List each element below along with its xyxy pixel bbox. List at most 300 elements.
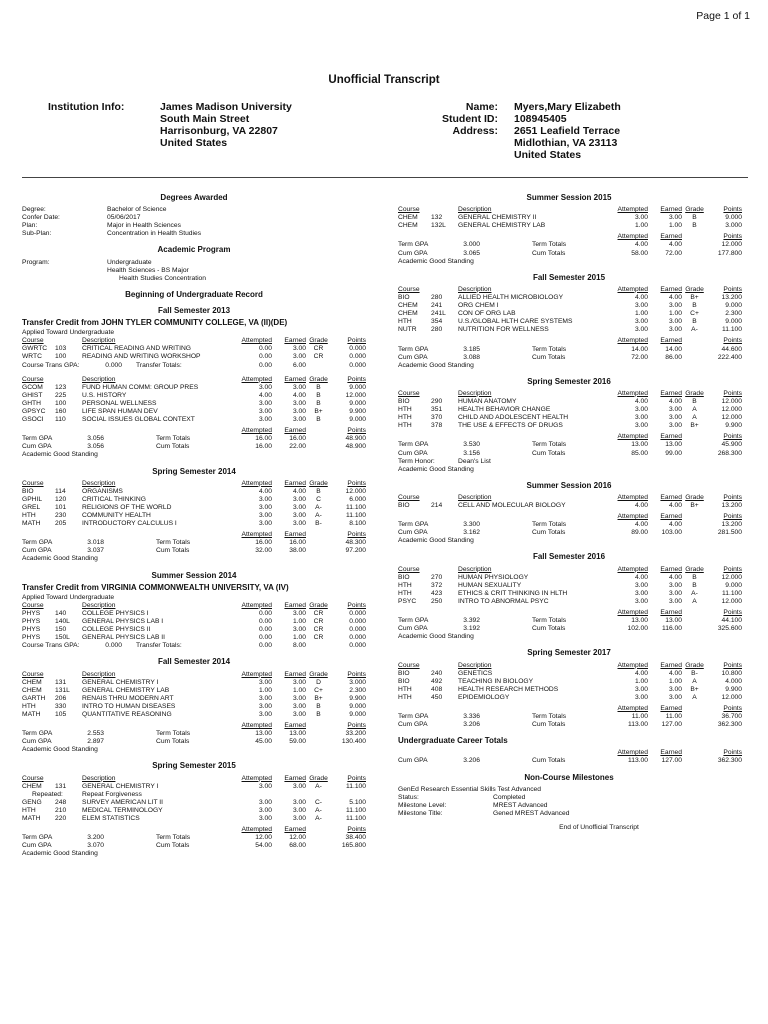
course-attempted: 3.00 xyxy=(258,678,272,686)
term-section xyxy=(398,553,740,641)
course-row xyxy=(22,504,366,512)
term-section xyxy=(398,378,740,474)
course-points: 0.000 xyxy=(349,626,366,634)
column-header-points: Points xyxy=(723,389,742,397)
term-section xyxy=(398,482,740,546)
term-gpa-value xyxy=(458,521,608,529)
term-gpa-row xyxy=(22,834,366,842)
column-header-grade: Grade xyxy=(685,565,704,573)
course-earned: 4.00 xyxy=(668,502,682,509)
degree-row xyxy=(22,230,366,238)
course-attempted: 3.00 xyxy=(634,589,648,597)
course-attempted: 4.00 xyxy=(634,397,648,405)
course-number: 132L xyxy=(431,222,446,230)
course-earned: 1.00 xyxy=(668,310,682,318)
column-header-earned: Earned xyxy=(660,433,682,441)
spacer xyxy=(306,427,331,435)
term-totals-label: Term Totals xyxy=(532,521,567,529)
course-attempted: 3.00 xyxy=(634,214,648,222)
degree-label: Plan: xyxy=(22,222,38,230)
spacer xyxy=(398,513,608,521)
course-grade: C- xyxy=(314,798,323,806)
totals-header-row xyxy=(398,433,742,441)
course-subject: BIO xyxy=(398,677,410,685)
course-grade: B+ xyxy=(314,694,323,702)
degree-label: Confer Date: xyxy=(22,214,60,222)
transfer-attempted: 0.00 xyxy=(258,361,272,369)
course-subject: GPSYC xyxy=(22,407,46,415)
degrees-table xyxy=(22,206,366,238)
course-number: 220 xyxy=(55,815,67,822)
degree-value: Bachelor of Science xyxy=(107,206,167,214)
degree-value: Major in Health Sciences xyxy=(107,222,181,230)
course-subject: MATH xyxy=(22,815,41,822)
course-attempted: 3.00 xyxy=(634,685,648,693)
spacer xyxy=(22,427,232,435)
term-points: 33.200 xyxy=(345,730,366,738)
column-header-course: Course xyxy=(398,493,420,501)
course-points: 9.000 xyxy=(725,302,742,310)
course-attempted: 3.00 xyxy=(258,503,272,511)
course-earned: 3.00 xyxy=(292,710,306,718)
course-attempted: 3.00 xyxy=(258,694,272,702)
degree-label: Degree: xyxy=(22,206,46,214)
cum-earned: 22.00 xyxy=(289,443,306,451)
transfer-points: 0.000 xyxy=(349,642,366,650)
course-grade: A xyxy=(692,414,697,422)
course-grade: A xyxy=(692,693,697,701)
course-subject: CHEM xyxy=(398,302,418,310)
course-number: 280 xyxy=(431,326,443,334)
column-header-grade: Grade xyxy=(685,493,704,501)
course-description: GENERAL CHEMISTRY II xyxy=(458,214,537,222)
course-subject: CHEM xyxy=(22,686,42,694)
course-number: 150 xyxy=(55,626,67,634)
course-row xyxy=(22,353,366,361)
cum-gpa-number: 3.156 xyxy=(463,449,480,457)
milestone-row xyxy=(398,810,740,818)
column-header-earned: Earned xyxy=(660,661,682,669)
column-header-points: Points xyxy=(723,749,742,757)
column-header-attempted: Attempted xyxy=(241,670,272,678)
transfer-totals-label: Transfer Totals: xyxy=(136,642,182,650)
term-honor-row xyxy=(398,458,742,466)
course-earned: 3.00 xyxy=(668,597,682,605)
column-header-earned: Earned xyxy=(660,389,682,397)
totals-header-row xyxy=(398,705,742,713)
milestone-value: Gened MREST Advanced xyxy=(493,809,570,817)
term-earned: 16.00 xyxy=(289,435,306,443)
course-row xyxy=(22,703,366,711)
cum-gpa-label: Cum GPA xyxy=(22,547,52,555)
course-points: 9.000 xyxy=(725,581,742,589)
student-info xyxy=(514,101,621,161)
column-header-description: Description xyxy=(82,774,116,782)
course-description: INTRODUCTORY CALCULUS I xyxy=(82,520,177,528)
transfer-gpa-cell xyxy=(82,642,232,650)
column-header-description: Description xyxy=(82,670,116,678)
course-description: GENERAL PHYSICS LAB II xyxy=(82,634,166,642)
column-header-attempted: Attempted xyxy=(617,565,648,573)
course-row xyxy=(398,310,742,318)
transfer-gpa-row xyxy=(22,362,366,370)
term-points: 48.300 xyxy=(345,539,366,547)
column-header-course: Course xyxy=(22,375,44,383)
column-header-attempted: Attempted xyxy=(241,337,272,345)
course-grade: B xyxy=(692,573,697,581)
course-description: GENERAL CHEMISTRY I xyxy=(82,678,159,686)
column-header-points: Points xyxy=(347,427,366,435)
transfer-earned: 8.00 xyxy=(292,642,306,650)
spacer xyxy=(398,749,608,757)
cum-gpa-row xyxy=(398,529,742,537)
course-points: 9.000 xyxy=(349,399,366,407)
course-description: ETHICS & CRIT THINKING IN HLTH xyxy=(458,589,568,597)
column-header-description: Description xyxy=(458,565,492,573)
term-honor-label: Term Honor: xyxy=(398,457,435,465)
course-number: 225 xyxy=(55,391,67,399)
student-labels xyxy=(442,101,498,137)
course-grade: A- xyxy=(691,326,698,334)
course-attempted: 3.00 xyxy=(258,815,272,822)
course-earned: 3.00 xyxy=(668,302,682,310)
course-attempted: 1.00 xyxy=(634,310,648,318)
transfer-gpa-label: Course Trans GPA: xyxy=(22,642,80,650)
address-label: Address: xyxy=(452,125,498,137)
totals-header-row xyxy=(22,531,366,539)
spacer xyxy=(682,513,707,521)
course-row xyxy=(398,318,742,326)
program-value: Undergraduate xyxy=(107,258,152,266)
column-header-course: Course xyxy=(398,661,420,669)
right-column xyxy=(398,186,740,832)
institution-street: South Main Street xyxy=(160,113,250,125)
course-subject: GARTH xyxy=(22,694,46,702)
course-description: GENERAL CHEMISTRY LAB xyxy=(458,222,546,230)
cum-gpa-row xyxy=(398,354,742,362)
totals-table xyxy=(398,233,742,257)
course-points: 11.100 xyxy=(346,806,366,814)
cum-gpa-label: Cum GPA xyxy=(22,738,52,746)
course-subject: PHYS xyxy=(22,609,41,617)
term-gpa-row xyxy=(22,539,366,547)
column-header-row xyxy=(22,376,366,384)
page-number: Page 1 of 1 xyxy=(696,10,750,22)
cum-points: 48.900 xyxy=(345,443,366,451)
course-subject: HTH xyxy=(398,685,412,693)
term-points: 44.600 xyxy=(721,345,742,353)
course-attempted: 3.00 xyxy=(634,597,648,605)
column-header-attempted: Attempted xyxy=(617,609,648,617)
course-number: 140 xyxy=(55,609,67,617)
course-row xyxy=(22,610,366,618)
course-row xyxy=(398,598,742,606)
course-row xyxy=(398,582,742,590)
cum-gpa-value xyxy=(458,450,608,458)
column-header-earned: Earned xyxy=(660,337,682,345)
course-number: 492 xyxy=(431,677,443,685)
academic-standing: Academic Good Standing xyxy=(22,451,98,459)
spacer xyxy=(682,337,707,345)
course-description: SURVEY AMERICAN LIT II xyxy=(82,798,164,806)
course-number: 105 xyxy=(55,710,67,718)
course-number: 240 xyxy=(431,669,443,677)
course-earned: 3.00 xyxy=(292,702,306,710)
course-points xyxy=(331,791,366,799)
cum-attempted: 45.00 xyxy=(255,738,272,746)
course-points: 11.100 xyxy=(346,815,366,822)
totals-table xyxy=(398,513,742,537)
course-description: CELL AND MOLECULAR BIOLOGY xyxy=(458,502,566,509)
course-description: HEALTH BEHAVIOR CHANGE xyxy=(458,406,551,414)
course-description: GENERAL CHEMISTRY I xyxy=(82,782,159,790)
cum-gpa-value xyxy=(82,547,232,555)
column-header-course: Course xyxy=(398,389,420,397)
column-header-attempted: Attempted xyxy=(617,433,648,441)
course-grade: B- xyxy=(691,669,698,677)
course-grade: C+ xyxy=(690,310,699,318)
term-heading: Spring Semester 2015 xyxy=(152,761,236,771)
course-points: 12.000 xyxy=(345,487,366,495)
course-description: MEDICAL TERMINOLOGY xyxy=(82,806,163,814)
cum-gpa-value xyxy=(458,354,608,362)
course-table xyxy=(22,376,366,425)
spacer xyxy=(306,435,331,443)
course-description: HUMAN ANATOMY xyxy=(458,397,517,405)
totals-header-row xyxy=(398,609,742,617)
course-row xyxy=(22,783,366,791)
academic-standing: Academic Good Standing xyxy=(398,361,474,369)
institution-city: Harrisonburg, VA 22807 xyxy=(160,125,278,137)
term-gpa-label: Term GPA xyxy=(398,617,429,625)
course-table xyxy=(22,671,366,720)
course-row xyxy=(398,502,742,510)
course-number: 205 xyxy=(55,520,67,528)
totals-table xyxy=(22,826,366,850)
course-earned: 4.00 xyxy=(668,397,682,405)
course-grade: A xyxy=(692,677,697,685)
column-header-points: Points xyxy=(723,493,742,501)
column-header-description: Description xyxy=(82,375,116,383)
course-earned: 3.00 xyxy=(292,806,306,814)
course-number: 100 xyxy=(55,399,67,407)
transfer-title: Transfer Credit from JOHN TYLER COMMUNITY COLLEGE, VA (II)(DE) xyxy=(22,318,288,328)
course-points: 12.000 xyxy=(345,391,366,399)
term-totals-label: Term Totals xyxy=(532,713,567,721)
course-grade: B xyxy=(692,318,697,326)
course-grade: CR xyxy=(313,353,324,361)
course-earned: 4.00 xyxy=(668,293,682,301)
course-grade: CR xyxy=(313,609,324,617)
cum-points: 362.300 xyxy=(717,721,742,729)
term-gpa-label: Term GPA xyxy=(22,834,53,842)
transfer-earned: 6.00 xyxy=(292,361,306,369)
course-subject: GREL xyxy=(22,503,41,511)
degree-row xyxy=(22,222,366,230)
course-number: 250 xyxy=(431,597,443,605)
end-of-transcript: End of Unofficial Transcript xyxy=(559,824,639,831)
course-number: 140L xyxy=(55,618,70,626)
column-header-description: Description xyxy=(458,661,492,669)
column-header-attempted: Attempted xyxy=(617,233,648,241)
course-row xyxy=(22,392,366,400)
cum-totals-label: Cum Totals xyxy=(156,547,190,555)
term-section xyxy=(398,194,740,266)
course-description: COMMUNITY HEALTH xyxy=(82,512,151,519)
course-description: HUMAN SEXUALITY xyxy=(458,581,522,589)
column-header-row xyxy=(398,494,742,502)
course-attempted xyxy=(232,791,272,799)
course-table xyxy=(398,206,742,230)
spacer xyxy=(682,713,707,721)
spacer xyxy=(682,721,707,729)
term-attempted: 16.00 xyxy=(255,539,272,547)
course-number: 131L xyxy=(55,686,70,694)
cum-points: 325.600 xyxy=(717,625,742,633)
cum-totals-label: Cum Totals xyxy=(532,625,566,633)
course-points: 12.000 xyxy=(721,406,742,414)
institution-name: James Madison University xyxy=(160,101,292,113)
cum-gpa-value xyxy=(458,757,608,765)
column-header-earned: Earned xyxy=(284,375,306,383)
course-earned: 3.00 xyxy=(292,815,306,822)
spacer xyxy=(306,826,331,834)
milestone-label: Milestone Level: xyxy=(398,801,447,809)
column-header-attempted: Attempted xyxy=(241,375,272,383)
course-subject: GCOM xyxy=(22,383,43,391)
course-attempted: 3.00 xyxy=(258,520,272,528)
spacer xyxy=(682,521,707,529)
course-earned: 3.00 xyxy=(292,798,306,806)
course-subject: GSOCI xyxy=(22,416,44,424)
column-header-grade: Grade xyxy=(309,375,328,383)
course-description: CRITICAL THINKING xyxy=(82,495,146,503)
spacer xyxy=(682,241,707,249)
course-attempted: 3.00 xyxy=(258,806,272,814)
cum-gpa-value xyxy=(82,443,232,451)
transfer-gpa: 0.000 xyxy=(105,642,122,650)
career-totals xyxy=(398,749,740,765)
term-gpa-number: 3.200 xyxy=(87,834,104,842)
course-attempted: 3.00 xyxy=(634,302,648,310)
term-heading: Fall Semester 2016 xyxy=(532,552,606,562)
course-grade: B xyxy=(316,487,321,495)
course-grade: B xyxy=(316,416,321,424)
course-number: 370 xyxy=(431,414,443,422)
course-points: 8.100 xyxy=(349,520,366,528)
course-points: 11.100 xyxy=(722,326,742,334)
term-earned: 13.00 xyxy=(665,617,682,625)
term-gpa-label: Term GPA xyxy=(22,435,53,443)
transfer-table xyxy=(22,337,366,369)
column-header-description: Description xyxy=(458,285,492,293)
course-attempted: 3.00 xyxy=(258,512,272,519)
column-header-attempted: Attempted xyxy=(617,704,648,712)
course-grade: B+ xyxy=(314,407,323,415)
milestone-row xyxy=(398,802,740,810)
course-earned: 3.00 xyxy=(292,416,306,424)
course-earned: 3.00 xyxy=(292,782,306,790)
totals-table xyxy=(398,433,742,457)
spacer xyxy=(22,826,232,834)
spacer xyxy=(306,531,331,539)
cum-points: 130.400 xyxy=(341,738,366,746)
course-row xyxy=(398,406,742,414)
term-gpa-number: 3.056 xyxy=(87,435,104,443)
cum-totals-label: Cum Totals xyxy=(532,353,566,361)
course-number: 230 xyxy=(55,512,67,519)
cum-gpa-number: 3.065 xyxy=(463,249,480,257)
course-description: U.S. HISTORY xyxy=(82,391,127,399)
column-header-row xyxy=(398,662,742,670)
degree-value: 05/06/2017 xyxy=(107,214,141,222)
spacer xyxy=(398,433,608,441)
course-number: 214 xyxy=(431,502,443,509)
term-gpa-row xyxy=(398,346,742,354)
column-header-earned: Earned xyxy=(284,427,306,435)
course-points: 0.000 xyxy=(349,609,366,617)
column-header-points: Points xyxy=(723,565,742,573)
transfer-gpa-row xyxy=(22,642,366,650)
cum-gpa-row xyxy=(22,738,366,746)
course-points: 0.000 xyxy=(349,618,366,626)
column-header-earned: Earned xyxy=(284,601,306,609)
course-attempted: 0.00 xyxy=(258,609,272,617)
cum-earned: 68.00 xyxy=(289,842,306,850)
course-description: ORGANISMS xyxy=(82,487,123,495)
term-gpa-value xyxy=(82,435,232,443)
spacer xyxy=(682,433,707,441)
cum-points: 281.500 xyxy=(717,529,742,537)
term-honor-value: Dean's List xyxy=(458,457,491,465)
course-attempted: 0.00 xyxy=(258,618,272,626)
term-gpa-value xyxy=(82,730,232,738)
term-gpa-label: Term GPA xyxy=(398,713,429,721)
column-header-points: Points xyxy=(347,479,366,487)
course-points: 9.900 xyxy=(725,422,742,430)
cum-points: 165.800 xyxy=(341,842,366,850)
column-header-points: Points xyxy=(723,661,742,669)
column-header-earned: Earned xyxy=(284,670,306,678)
left-column xyxy=(22,186,366,858)
course-earned: 3.00 xyxy=(668,406,682,414)
term-section xyxy=(398,649,740,729)
course-points: 3.000 xyxy=(725,222,742,230)
column-header-course: Course xyxy=(398,565,420,573)
term-points: 45.900 xyxy=(721,441,742,449)
column-header-points: Points xyxy=(347,375,366,383)
course-points: 11.100 xyxy=(346,503,366,511)
course-subject: PSYC xyxy=(398,597,417,605)
term-heading: Summer Session 2015 xyxy=(526,193,612,202)
course-grade: B+ xyxy=(690,293,699,301)
cum-attempted: 113.00 xyxy=(628,721,648,729)
column-header-grade: Grade xyxy=(685,661,704,669)
course-subject: BIO xyxy=(398,397,410,405)
spacer xyxy=(682,757,707,765)
course-description: ALLIED HEALTH MICROBIOLOGY xyxy=(458,293,564,301)
course-attempted: 4.00 xyxy=(258,391,272,399)
cum-gpa-value xyxy=(458,625,608,633)
column-header-earned: Earned xyxy=(284,479,306,487)
term-gpa-row xyxy=(398,241,742,249)
column-header-earned: Earned xyxy=(660,749,682,757)
cum-gpa-label: Cum GPA xyxy=(398,249,428,257)
spacer xyxy=(682,354,707,362)
course-description: PERSONAL WELLNESS xyxy=(82,399,157,407)
course-row xyxy=(398,590,742,598)
course-grade: A- xyxy=(315,815,322,822)
